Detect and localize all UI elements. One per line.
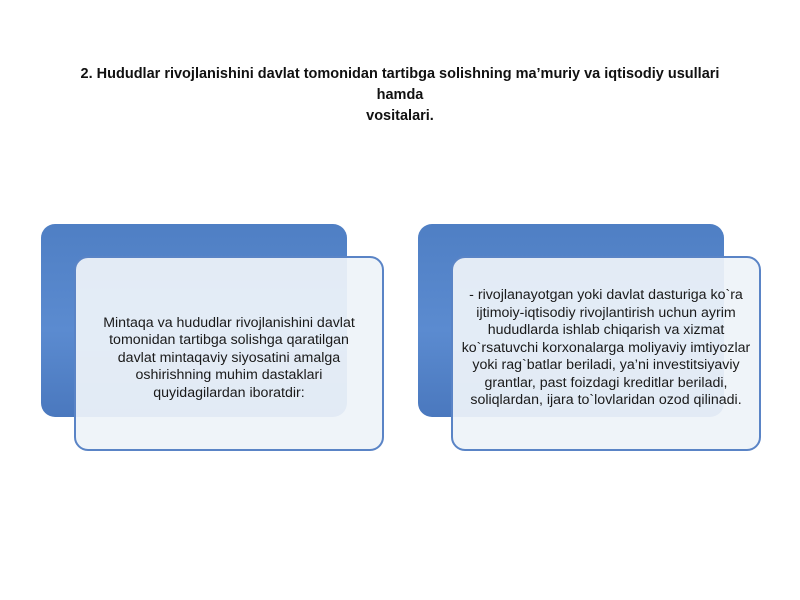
slide-title-line-2: vositalari.: [366, 108, 434, 124]
slide-title: [60, 64, 740, 127]
left-text-box: [74, 256, 384, 451]
slide-title-line-1: 2. Hududlar rivojlanishini davlat tomonidan tartibga solishning ma’muriy va iqtisodiy usullari hamda: [80, 66, 720, 103]
right-text-box: [451, 256, 761, 451]
right-text-box-content: - rivojlanayotgan yoki davlat dasturiga ko`ra ijtimoiy-iqtisodiy rivojlantirish uchun ayrim hududlarda ishlab chiqarish va xizmat ko`rsatuvchi korxonalarga moliyaviy imtiyozlar yoki rag`batlar beriladi, ya’ni investitsiyaviy grantlar, past foizdagi kreditlar beriladi, soliqlardan, ijara to`lovlaridan ozod qilinadi.: [461, 286, 751, 409]
left-text-box-content: Mintaqa va hududlar rivojlanishini davlat tomonidan tartibga solishga qaratilgan davlat mintaqaviy siyosatini amalga oshirishning muhim dastaklari quyidagilardan iboratdir:: [103, 314, 355, 401]
